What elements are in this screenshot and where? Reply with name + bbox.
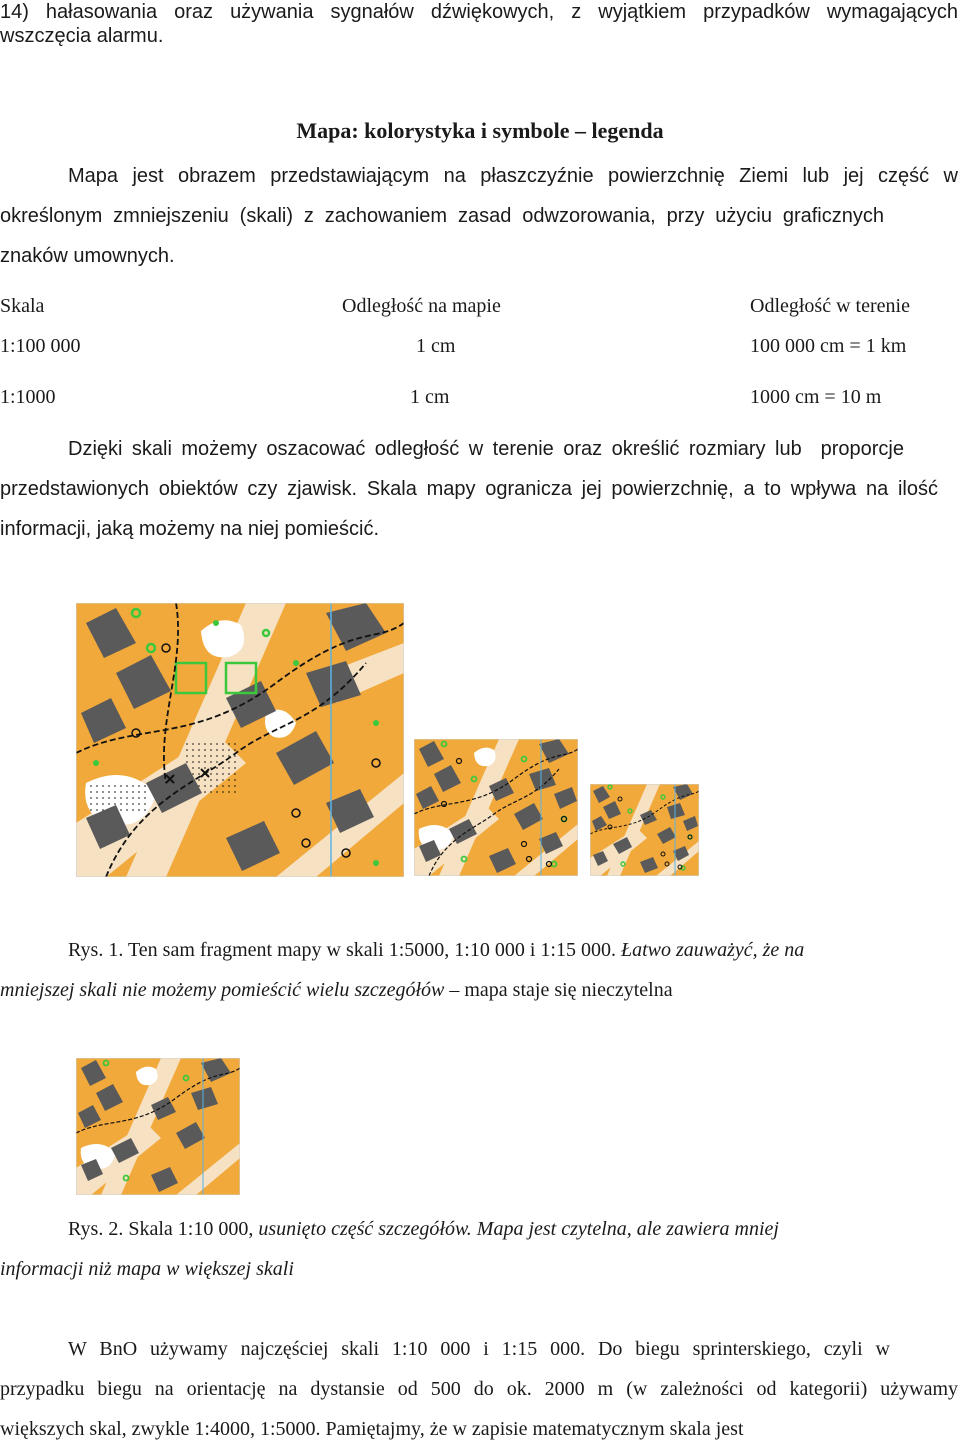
para2-line-2: przedstawionych obiektów czy zjawisk. Skala mapy ogranicza jej powierzchnię, a to wpływa na ilość [0, 478, 938, 500]
para3-line-3: większych skal, zwykle 1:4000, 1:5000. Pamiętajmy, że w zapisie matematycznym skala jest [0, 1418, 744, 1440]
intro-line-1: 14) hałasowania oraz używania sygnałów dźwiękowych, z wyjątkiem przypadków wymagających [0, 1, 958, 23]
row1-map: 1 cm [416, 335, 456, 357]
row2-scale: 1:1000 [0, 386, 56, 408]
row2-map: 1 cm [410, 386, 450, 408]
para3-line-2: przypadku biegu na orientację na dystansie od 500 do ok. 2000 m (w zależności od kategorii) używamy [0, 1378, 958, 1400]
para2-line-3: informacji, jaką możemy na niej pomieścić. [0, 518, 380, 540]
fig2-caption-line-2: informacji niż mapa w większej skali [0, 1258, 294, 1280]
map-simplified-10000 [76, 1058, 240, 1195]
header-odleglosc-teren: Odległość w terenie [750, 295, 910, 317]
header-skala: Skala [0, 295, 45, 317]
para2-line-1: Dzięki skali możemy oszacować odległość w terenie oraz określić rozmiary lub proporcje [68, 438, 904, 460]
row1-scale: 1:100 000 [0, 335, 81, 357]
para1-line-2: określonym zmniejszeniu (skali) z zachowaniem zasad odwzorowania, przy użyciu graficznych [0, 205, 884, 227]
fig1-caption-line-1: Rys. 1. Ten sam fragment mapy w skali 1:5000, 1:10 000 i 1:15 000. Łatwo zauważyć, że na [68, 939, 805, 961]
fig1-caption-line-2: mniejszej skali nie możemy pomieścić wielu szczegółów – mapa staje się nieczytelna [0, 979, 673, 1001]
row1-terrain: 100 000 cm = 1 km [750, 335, 907, 357]
map-scale-15000 [590, 784, 699, 876]
row2-terrain: 1000 cm = 10 m [750, 386, 882, 408]
map-scale-5000 [76, 603, 404, 877]
intro-line-2: wszczęcia alarmu. [0, 25, 164, 47]
para1-line-3: znaków umownych. [0, 245, 175, 267]
para1-line-1: Mapa jest obrazem przedstawiającym na płaszczyźnie powierzchnię Ziemi lub jej część w [68, 165, 958, 187]
section-title: Mapa: kolorystyka i symbole – legenda [296, 118, 664, 143]
fig2-caption-line-1: Rys. 2. Skala 1:10 000, usunięto część szczegółów. Mapa jest czytelna, ale zawiera mniej [68, 1218, 779, 1240]
header-odleglosc-mapa: Odległość na mapie [342, 295, 501, 317]
map-scale-10000 [414, 739, 578, 876]
para3-line-1: W BnO używamy najczęściej skali 1:10 000 i 1:15 000. Do biegu sprinterskiego, czyli w [68, 1338, 890, 1360]
